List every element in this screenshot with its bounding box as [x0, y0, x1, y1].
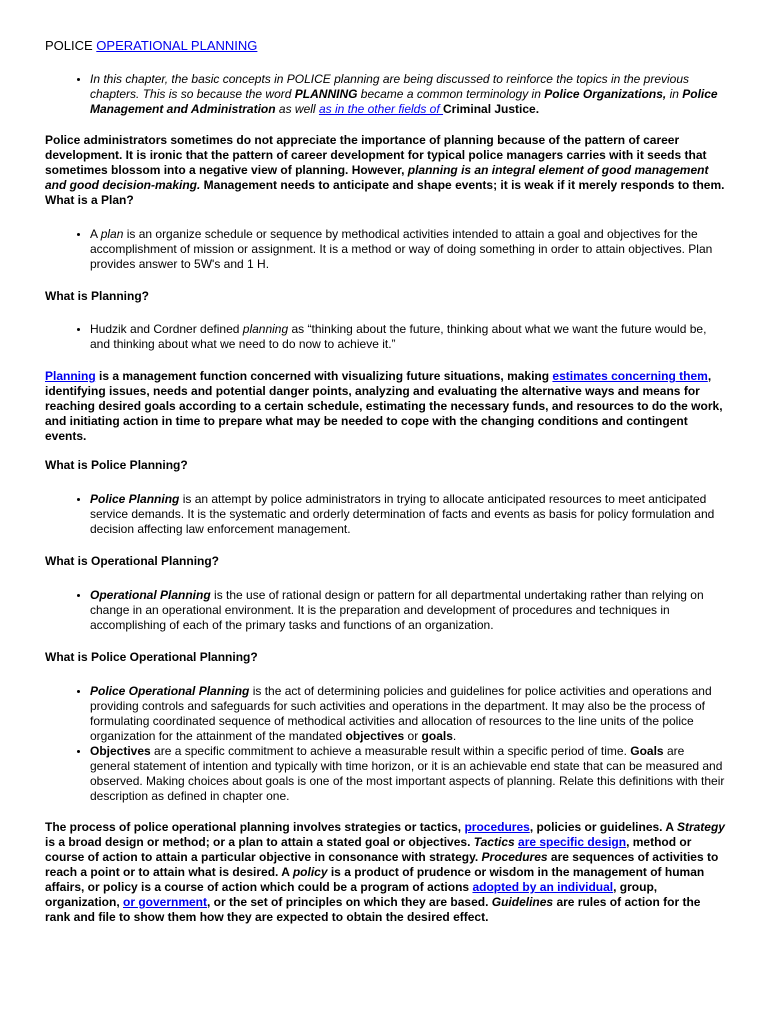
pop-term: Police Operational Planning — [90, 684, 250, 698]
pop-list — [45, 684, 725, 804]
objectives-term: Objectives — [90, 744, 151, 758]
pop-bullet — [90, 684, 725, 744]
heading-what-is-plan: What is a Plan? — [45, 193, 134, 207]
para3-text-10: are rules of action for the rank and file to show them how they are expected to obtain the desired effect. — [45, 895, 701, 924]
para3-text-3: is a broad design or method; or a plan to attain a stated goal or objectives. — [45, 835, 474, 849]
para3-text-8: , group, organization, — [45, 880, 658, 909]
pop-bold-goals: goals — [421, 729, 453, 743]
pop-text-2: or — [404, 729, 422, 743]
planning-text-1: Hudzik and Cordner defined — [90, 322, 243, 336]
plan-italic: plan — [100, 227, 124, 241]
operational-list — [45, 588, 725, 633]
planning-link[interactable]: Planning — [45, 369, 96, 383]
operational-text: is the use of rational design or pattern for all departmental undertaking rather than relying on change in an operational environment. It is the preparation and development of procedures and techniques in accomplishing of each of the primary tasks and functions of an organization. — [90, 588, 704, 632]
intro-bold-police-org: Police Organizations, — [544, 87, 667, 101]
paragraph-planning-definition — [45, 369, 725, 444]
paragraph-planning-importance — [45, 133, 725, 193]
paragraph-process — [45, 820, 725, 925]
police-planning-list — [45, 492, 725, 537]
para2-text-1: is a management function concerned with visualizing future situations, making — [95, 369, 553, 383]
para1-italic: planning is an integral element of good management and good decision-making. — [45, 163, 709, 192]
specific-design-link[interactable]: are specific design — [518, 835, 627, 849]
intro-link-other-fields[interactable]: as in the other fields of — [318, 102, 444, 116]
government-link[interactable]: or government — [123, 895, 208, 909]
operational-bullet — [90, 588, 725, 633]
planning-bullet — [90, 322, 725, 352]
guidelines-italic: Guidelines — [491, 895, 554, 909]
intro-text-4: as well — [275, 102, 319, 116]
intro-text-3: in — [666, 87, 683, 101]
para3-text-9: , or the set of principles on which they are based. — [207, 895, 492, 909]
adopted-link[interactable]: adopted by an individual — [472, 880, 614, 894]
para1-text-1: Police administrators sometimes do not appreciate the importance of planning because of the pattern of career development. It is ironic that the pattern of career development for typical police managers carries with it seeds that sometimes blossom into a negative view of planning. However, — [45, 133, 707, 177]
plan-text-1: A — [90, 227, 101, 241]
tactics-italic: Tactics — [473, 835, 515, 849]
planning-list — [45, 322, 725, 352]
page-title — [45, 38, 725, 53]
title-link[interactable]: OPERATIONAL PLANNING — [96, 38, 258, 53]
pop-bold-objectives: objectives — [345, 729, 405, 743]
strategy-italic: Strategy — [676, 820, 725, 834]
para3-text-2: , policies or guidelines. A — [529, 820, 677, 834]
para3-text-1: The process of police operational planning involves strategies or tactics, — [45, 820, 465, 834]
goals-term: Goals — [630, 744, 664, 758]
para1-text-2: Management needs to anticipate and shape events; it is weak if it merely responds to them. — [200, 178, 725, 192]
planning-text-2: as “thinking about the future, thinking about what we want the future would be, and thinking about what we need to do now to achieve it.” — [90, 322, 707, 351]
intro-bullet — [90, 72, 725, 117]
policy-italic: policy — [292, 865, 328, 879]
plan-list — [45, 227, 725, 272]
plan-text-2: is an organize schedule or sequence by methodical activities intended to attain a goal and objectives for the accomplishment of mission or assignment. It is a method or way of doing something in order to attain objectives. Plan provides answer to 5W's and 1 H. — [90, 227, 713, 271]
intro-bold-criminal-justice: Criminal Justice. — [443, 102, 540, 116]
intro-list — [45, 72, 725, 117]
heading-what-is-police-planning: What is Police Planning? — [45, 458, 188, 472]
objectives-text-2: are general statement of intention and typically with time horizon, or it is an achievable end state that can be measured and observed. Making choices about goals is one of the most important aspects of planning. Relate this definitions with their description as defined in chapter one. — [90, 744, 725, 803]
intro-text-2: became a common terminology in — [357, 87, 545, 101]
para3-text-5: , method or course of action to attain a particular objective in consonance with strategy. — [45, 835, 692, 864]
plan-bullet — [90, 227, 725, 272]
objectives-bullet — [90, 744, 725, 804]
intro-bold-planning: PLANNING — [294, 87, 358, 101]
procedures-link[interactable]: procedures — [464, 820, 530, 834]
intro-bold-management: Police Management and Administration — [90, 87, 718, 116]
heading-what-is-planning: What is Planning? — [45, 289, 149, 303]
intro-text-1: In this chapter, the basic concepts in POLICE planning are being discussed to reinforce the topics in the previous chapters. This is so because the word — [90, 72, 690, 101]
para3-text-6: are sequences of activities to reach a point or to attain what is desired. A — [45, 850, 719, 879]
pop-text-3: . — [452, 729, 457, 743]
estimates-link[interactable]: estimates concerning them — [552, 369, 708, 383]
pop-text-1: is the act of determining policies and guidelines for police activities and operations and providing controls and safeguards for such activities and operations in the department. It may also be the process of formulating coordinated sequence of methodical activities and allocation of resources to the line units of the police organization for the attainment of the mandated — [90, 684, 712, 743]
objectives-text-1: are a specific commitment to achieve a measurable result within a specific period of time. — [150, 744, 631, 758]
heading-what-is-police-operational-planning: What is Police Operational Planning? — [45, 650, 258, 664]
planning-italic: planning — [242, 322, 289, 336]
para3-text-7: is a product of prudence or wisdom in the management of human affairs, or policy is a course of action which could be a program of actions — [45, 865, 705, 894]
police-planning-term: Police Planning — [90, 492, 180, 506]
police-planning-bullet — [90, 492, 725, 537]
operational-term: Operational Planning — [90, 588, 211, 602]
para2-text-2: , identifying issues, needs and potential danger points, analyzing and evaluating the alternative ways and means for reaching desired goals according to a certain schedule, estimating the necessary funds, and resources to do the work, and initiating action in time to prepare what may be needed to cope with the changing conditions and contingent events. — [45, 369, 723, 443]
procedures-italic: Procedures — [481, 850, 548, 864]
police-planning-text: is an attempt by police administrators in trying to allocate anticipated resources to meet anticipated service demands. It is the systematic and orderly determination of facts and events as basis for policy formulation and decision affecting law enforcement management. — [90, 492, 715, 536]
document-page — [45, 38, 725, 925]
heading-what-is-operational-planning: What is Operational Planning? — [45, 554, 220, 568]
title-prefix: POLICE — [45, 38, 97, 53]
